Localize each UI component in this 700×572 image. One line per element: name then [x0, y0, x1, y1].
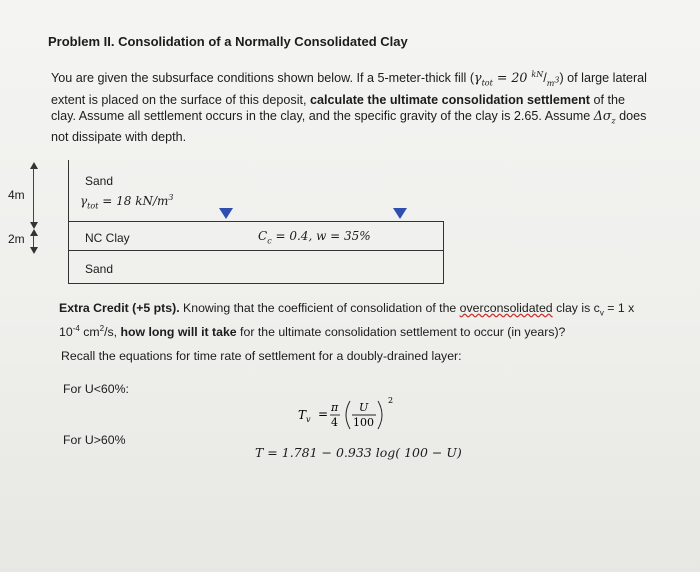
sand-gamma-value: = 18 kN/m	[98, 194, 169, 208]
sand-gamma-sub: tot	[87, 201, 99, 211]
clay-layer-label: NC Clay	[85, 231, 130, 245]
dim-bottom-label: 2m	[8, 232, 25, 246]
ec-text-4: cm	[79, 325, 100, 340]
clay-cc-value: = 0.4, w = 35%	[271, 229, 371, 243]
intro-text-1: You are given the subsurface conditions shown below. If a 5-meter-thick fill (	[51, 71, 475, 86]
pi-symbol: π	[331, 401, 339, 414]
sand-unit-weight	[80, 193, 173, 210]
clay-cc: C	[258, 229, 268, 243]
unit-denominator-base: m	[546, 78, 555, 88]
clay-sand-boundary	[68, 250, 444, 251]
bottom-sand-label: Sand	[85, 262, 114, 276]
sand-gamma-exp: 3	[168, 193, 174, 202]
u-numerator: U	[359, 401, 369, 414]
ec-text-6: for the ultimate consolidation settlement to occur (in years)?	[236, 325, 566, 340]
intro-text-4: does not dissipate with depth.	[51, 108, 647, 145]
dim-bottom-arrow-up-icon	[30, 229, 38, 236]
delta-sigma	[593, 107, 616, 126]
dim-bottom-arrow-down-icon	[30, 247, 38, 254]
problem-title: Problem II. Consolidation of a Normally Consolidated Clay	[48, 34, 408, 49]
ec-cm-exp: 2	[99, 324, 105, 334]
squared-exp: 2	[388, 396, 394, 405]
intro-text-3: of the clay. Assume all settlement occurs in the clay, and the specific gravity of the clay is 2.65. Assume	[51, 92, 625, 123]
gamma-subscript: tot	[481, 78, 493, 88]
ec-text-3: = 1 x 10	[59, 301, 635, 340]
tv-equals: =	[318, 407, 329, 421]
tv-sub: v	[306, 415, 311, 424]
unit-numerator: kN	[531, 70, 544, 79]
delta-symbol: Δσ	[593, 107, 612, 123]
four-denominator: 4	[331, 416, 338, 429]
water-table-icon	[219, 208, 233, 219]
profile-right-edge	[443, 221, 444, 284]
profile-bottom	[68, 283, 444, 284]
dim-top-arrow-down-icon	[30, 222, 38, 229]
intro-bold-task: calculate the ultimate consolidation settlement	[310, 92, 590, 107]
unit-denominator	[546, 75, 560, 88]
sand-gamma: γ	[80, 194, 88, 208]
ec-bold-question: how long will it take	[120, 325, 237, 340]
extra-credit-heading: Extra Credit (+5 pts).	[59, 301, 180, 315]
case-u-less-60: For U<60%:	[63, 382, 129, 396]
clay-properties	[258, 229, 371, 245]
equation-tv	[296, 393, 416, 440]
ec-text-1: Knowing that the coefficient of consolidation of the	[179, 301, 460, 315]
equation-t-log: T = 1.781 − 0.933 log( 100 − U)	[255, 445, 462, 460]
unit-denominator-exp: 3	[554, 75, 560, 85]
recall-text: Recall the equations for time rate of settlement for a doubly-drained layer:	[61, 349, 462, 363]
dim-top-label: 4m	[8, 188, 25, 202]
gamma-symbol: γ	[474, 70, 482, 86]
ec-underlined-word: overconsolidated	[459, 301, 553, 315]
right-paren-icon	[378, 401, 382, 429]
clay-cc-sub: c	[267, 236, 272, 246]
sand-layer-label: Sand	[85, 174, 114, 188]
ec-text-5: /s,	[104, 325, 121, 340]
fill-unit-weight	[474, 70, 532, 88]
ec-text-2: clay is c	[552, 301, 600, 315]
tv-symbol	[298, 408, 311, 424]
extra-credit-text	[59, 300, 649, 341]
dim-top-line	[33, 168, 34, 226]
water-table-icon	[393, 208, 407, 219]
left-paren-icon	[346, 401, 350, 429]
profile-left-edge	[68, 160, 69, 284]
intro-text-2: ) of large lateral extent is placed on the surface of this deposit,	[51, 71, 647, 107]
fill-weight-value: = 20	[492, 70, 532, 86]
case-u-greater-60: For U>60%	[63, 433, 126, 447]
tv-T: T	[298, 408, 307, 422]
dim-top-arrow-up-icon	[30, 162, 38, 169]
delta-subscript: z	[611, 116, 616, 126]
problem-statement: You are given the subsurface conditions shown below. If a 5-meter-thick fill ($\gamma_{tot} = 20$ $^{kN}/_{m^3}$) of large lateral extent is placed on the surface of this deposit, calculate the ultimate consolidation settlement of the clay. Assume all settlement occurs in the clay, and the specific gravity of the clay is 2.65. Assume $\Delta\sigma_z$ does not dissipate with depth.	[51, 70, 647, 145]
sand-clay-boundary	[68, 221, 444, 222]
hundred-denominator: 100	[353, 416, 374, 429]
ec-cv-sub: v	[599, 308, 604, 318]
equation-tv-graphic	[296, 393, 416, 437]
ec-exp: -4	[72, 324, 80, 334]
